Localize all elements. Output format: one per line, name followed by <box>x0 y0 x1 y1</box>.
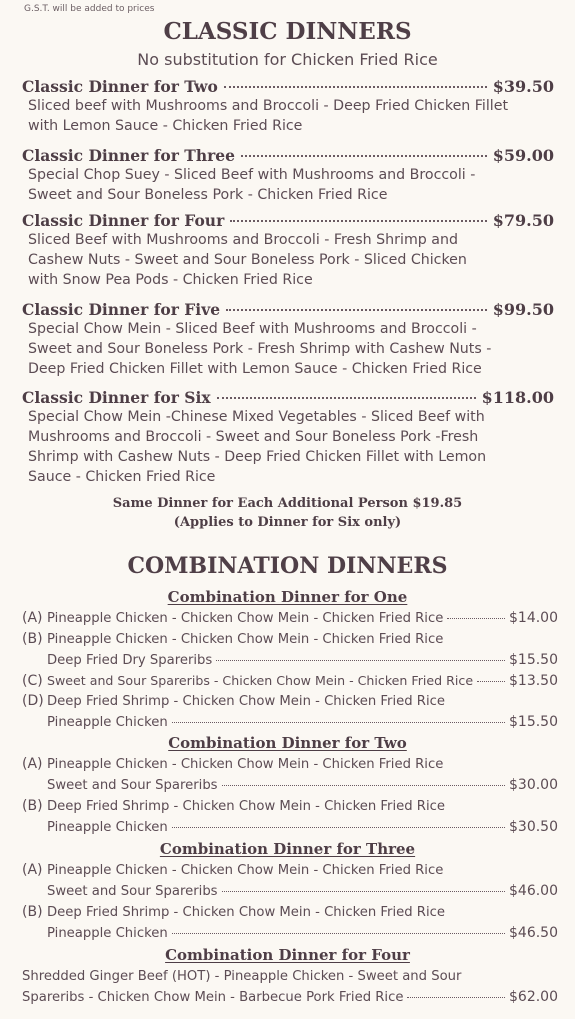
dot-leader <box>407 997 505 998</box>
item-line: Deep Fried Shrimp - Chicken Chow Mein - Chicken Fried Rice <box>47 799 445 814</box>
dinner-price: $59.00 <box>492 146 554 165</box>
item-line: Pineapple Chicken - Chicken Chow Mein - Chicken Fried Rice <box>47 632 444 647</box>
dinner-price: $39.50 <box>492 77 554 96</box>
combo-heading-two: Combination Dinner for Two <box>168 734 407 752</box>
item-price: $30.00 <box>509 777 558 793</box>
dot-leader <box>216 660 505 661</box>
combo-heading-four: Combination Dinner for Four <box>165 946 410 964</box>
item-letter: (B) <box>22 904 43 920</box>
combo-heading-three: Combination Dinner for Three <box>159 840 416 858</box>
combo-group-one <box>22 608 558 733</box>
dinner-price: $99.50 <box>492 300 554 319</box>
item-line: Sweet and Sour Spareribs <box>47 884 218 899</box>
combo-group-four <box>22 967 558 1008</box>
dot-leader <box>477 681 505 682</box>
dot-leader <box>222 891 505 892</box>
dot-leader <box>226 309 487 311</box>
dinner-desc-line: Sauce - Chicken Fried Rice <box>28 469 216 485</box>
dinner-desc-line: with Snow Pea Pods - Chicken Fried Rice <box>28 272 313 288</box>
dot-leader <box>217 397 476 399</box>
dot-leader <box>172 827 505 828</box>
item-line: Pineapple Chicken - Chicken Chow Mein - Chicken Fried Rice <box>47 863 444 878</box>
classic-subtitle: No substitution for Chicken Fried Rice <box>137 50 438 69</box>
combo-group-two <box>22 754 558 838</box>
combo-item-cont <box>22 712 558 733</box>
combo-item <box>22 860 558 881</box>
combo-group-three <box>22 860 558 944</box>
dinner-desc-line: Special Chow Mein -Chinese Mixed Vegetables - Sliced Beef with <box>28 409 485 425</box>
dinner-name: Classic Dinner for Five <box>22 300 221 319</box>
item-line: Pineapple Chicken <box>47 926 168 941</box>
dinner-desc-line: Sliced Beef with Mushrooms and Broccoli - Fresh Shrimp and <box>28 232 458 248</box>
item-line: Pineapple Chicken <box>47 715 168 730</box>
dot-leader <box>447 618 505 619</box>
combo-item-cont <box>22 987 558 1008</box>
item-line: Deep Fried Dry Spareribs <box>47 653 213 668</box>
item-price: $15.50 <box>509 714 558 730</box>
dinner-desc-line: Deep Fried Chicken Fillet with Lemon Sauce - Chicken Fried Rice <box>28 361 482 377</box>
item-line: Shredded Ginger Beef (HOT) - Pineapple Chicken - Sweet and Sour <box>22 969 462 984</box>
dinner-desc-line: Sweet and Sour Boneless Pork - Fresh Shrimp with Cashew Nuts - <box>28 341 492 357</box>
dot-leader <box>224 86 487 88</box>
combination-dinners-title: COMBINATION DINNERS <box>127 553 448 579</box>
dinner-name: Classic Dinner for Three <box>22 146 235 165</box>
dinner-name: Classic Dinner for Four <box>22 211 225 230</box>
classic-dinner-six <box>22 388 554 487</box>
dinner-desc-line: Mushrooms and Broccoli - Sweet and Sour Boneless Pork -Fresh <box>28 429 479 445</box>
combo-item <box>22 902 558 923</box>
combo-item <box>22 796 558 817</box>
combo-item-cont <box>22 650 558 671</box>
combo-heading-one: Combination Dinner for One <box>167 588 408 606</box>
dinner-desc-line: Special Chop Suey - Sliced Beef with Mushrooms and Broccoli - <box>28 167 476 183</box>
combo-item <box>22 671 558 691</box>
item-price: $13.50 <box>509 673 558 689</box>
combo-item <box>22 691 558 712</box>
dinner-desc-line: with Lemon Sauce - Chicken Fried Rice <box>28 118 303 134</box>
dinner-desc-line: Sliced beef with Mushrooms and Broccoli - Deep Fried Chicken Fillet <box>28 98 509 114</box>
item-letter: (A) <box>22 862 43 878</box>
item-line: Pineapple Chicken - Chicken Chow Mein - Chicken Fried Rice <box>47 757 444 772</box>
item-line: Deep Fried Shrimp - Chicken Chow Mein - Chicken Fried Rice <box>47 905 445 920</box>
item-line: Deep Fried Shrimp - Chicken Chow Mein - Chicken Fried Rice <box>47 694 445 709</box>
item-letter: (B) <box>22 631 43 647</box>
dinner-price: $118.00 <box>481 388 554 407</box>
item-price: $14.00 <box>509 610 558 626</box>
item-line: Sweet and Sour Spareribs <box>47 778 218 793</box>
item-line: Pineapple Chicken - Chicken Chow Mein - Chicken Fried Rice <box>47 611 444 626</box>
item-line: Pineapple Chicken <box>47 820 168 835</box>
classic-dinner-four <box>22 211 554 290</box>
item-letter: (C) <box>22 673 43 689</box>
classic-dinner-three <box>22 146 554 205</box>
classic-dinner-five <box>22 300 554 379</box>
item-price: $46.50 <box>509 925 558 941</box>
combo-item-cont <box>22 881 558 902</box>
combo-item <box>22 608 558 629</box>
item-price: $62.00 <box>509 989 558 1005</box>
dot-leader <box>241 155 487 157</box>
item-letter: (A) <box>22 756 43 772</box>
note-line: Same Dinner for Each Additional Person $19.85 <box>112 496 463 511</box>
dinner-desc-line: Special Chow Mein - Sliced Beef with Mushrooms and Broccoli - <box>28 321 477 337</box>
item-line: Sweet and Sour Spareribs - Chicken Chow Mein - Chicken Fried Rice <box>47 673 474 688</box>
classic-dinners-title: CLASSIC DINNERS <box>163 18 412 45</box>
dot-leader <box>230 220 487 222</box>
dot-leader <box>172 722 505 723</box>
item-price: $30.50 <box>509 819 558 835</box>
dinner-desc-line: Shrimp with Cashew Nuts - Deep Fried Chicken Fillet with Lemon <box>28 449 487 465</box>
item-price: $15.50 <box>509 652 558 668</box>
item-letter: (A) <box>22 610 43 626</box>
item-line: Spareribs - Chicken Chow Mein - Barbecue Pork Fried Rice <box>22 990 404 1005</box>
item-letter: (B) <box>22 798 43 814</box>
dinner-price: $79.50 <box>492 211 554 230</box>
classic-dinner-two <box>22 77 554 136</box>
combo-item <box>22 967 558 987</box>
dot-leader <box>222 785 505 786</box>
dot-leader <box>172 933 505 934</box>
gst-note: G.S.T. will be added to prices <box>24 4 155 14</box>
combo-item-cont <box>22 817 558 838</box>
item-price: $46.00 <box>509 883 558 899</box>
item-letter: (D) <box>22 693 44 709</box>
dinner-desc-line: Cashew Nuts - Sweet and Sour Boneless Pork - Sliced Chicken <box>28 252 467 268</box>
combo-item <box>22 754 558 775</box>
combo-item <box>22 629 558 650</box>
additional-person-note <box>0 494 575 532</box>
dinner-name: Classic Dinner for Six <box>22 388 211 407</box>
combo-item-cont <box>22 775 558 796</box>
dinner-desc-line: Sweet and Sour Boneless Pork - Chicken Fried Rice <box>28 187 388 203</box>
dinner-name: Classic Dinner for Two <box>22 77 218 96</box>
note-line: (Applies to Dinner for Six only) <box>173 515 402 530</box>
combo-item-cont <box>22 923 558 944</box>
